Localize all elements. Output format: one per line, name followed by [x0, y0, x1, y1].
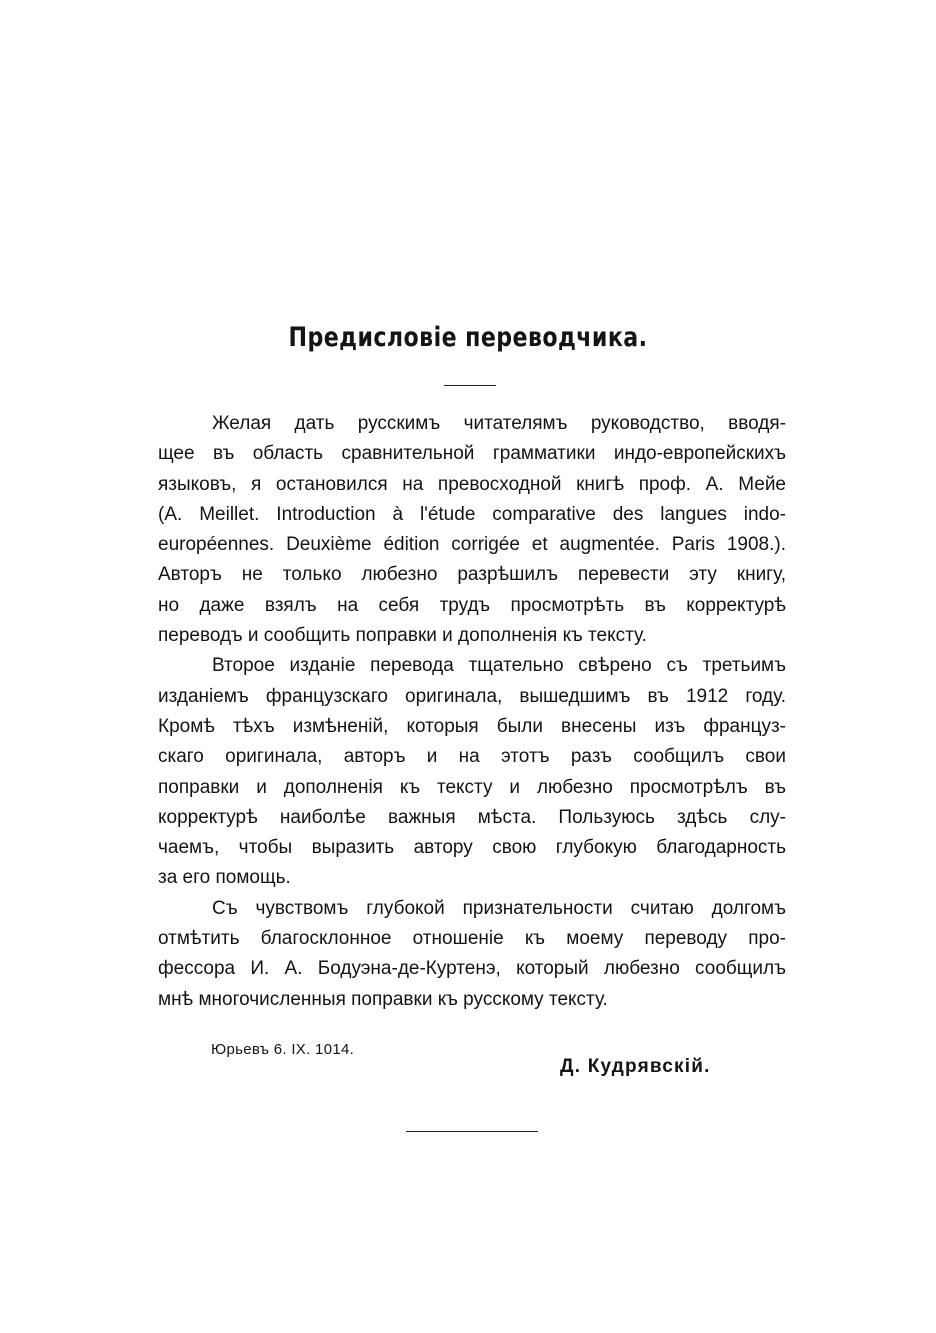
text-line: поправки и дополненія къ тексту и любезно просмотрѣлъ въ [158, 776, 786, 798]
text-line: за его помощь. [158, 867, 291, 889]
text-line: корректурѣ наиболѣе важныя мѣста. Пользуюсь здѣсь слу- [158, 806, 786, 828]
text-line: (A. Meillet. Introduction à l'étude comparative des langues indo- [158, 503, 786, 525]
text-line: Съ чувствомъ глубокой признательности считаю долгомъ [212, 897, 786, 919]
translator-signature: Д. Кудрявскій. [560, 1056, 711, 1077]
text-line: Желая дать русскимъ читателямъ руководство, вводя- [212, 413, 786, 434]
text-line: Авторъ не только любезно разрѣшилъ перевести эту книгу, [158, 564, 786, 586]
text-line: переводъ и сообщить поправки и дополненія къ тексту. [158, 625, 647, 647]
page-title: Предисловіе переводчика. [288, 322, 648, 353]
closing-divider [406, 1131, 538, 1132]
place-date: Юрьевъ 6. IX. 1014. [211, 1041, 355, 1058]
text-line: мнѣ многочисленныя поправки къ русскому тексту. [158, 988, 608, 1010]
paragraph-1 [158, 409, 786, 651]
text-line: языковъ, я остановился на превосходной книгѣ проф. А. Мейе [158, 473, 786, 495]
text-line: отмѣтить благосклонное отношеніе къ моему переводу про- [158, 928, 786, 950]
preface-body [158, 409, 786, 1015]
text-line: щее въ область сравнительной грамматики индо-европейскихъ [158, 443, 786, 465]
text-line: изданіемъ французскаго оригинала, вышедшимъ въ 1912 году. [158, 685, 786, 707]
text-line: Второе изданіе перевода тщательно свѣрено съ третьимъ [212, 655, 786, 677]
text-line: фессора И. А. Бодуэна-де-Куртенэ, который любезно сообщилъ [158, 958, 786, 980]
paragraph-2 [158, 651, 786, 893]
title-divider [444, 385, 496, 386]
paragraph-3 [158, 894, 786, 1015]
text-line: скаго оригинала, авторъ и на этотъ разъ сообщилъ свои [158, 746, 786, 768]
text-line: européennes. Deuxième édition corrigée et augmentée. Paris 1908.). [158, 534, 786, 556]
text-line: но даже взялъ на себя трудъ просмотрѣть въ корректурѣ [158, 594, 786, 616]
text-line: чаемъ, чтобы выразить автору свою глубокую благодарность [158, 837, 786, 859]
text-line: Кромѣ тѣхъ измѣненій, которыя были внесены изъ француз- [158, 715, 786, 737]
